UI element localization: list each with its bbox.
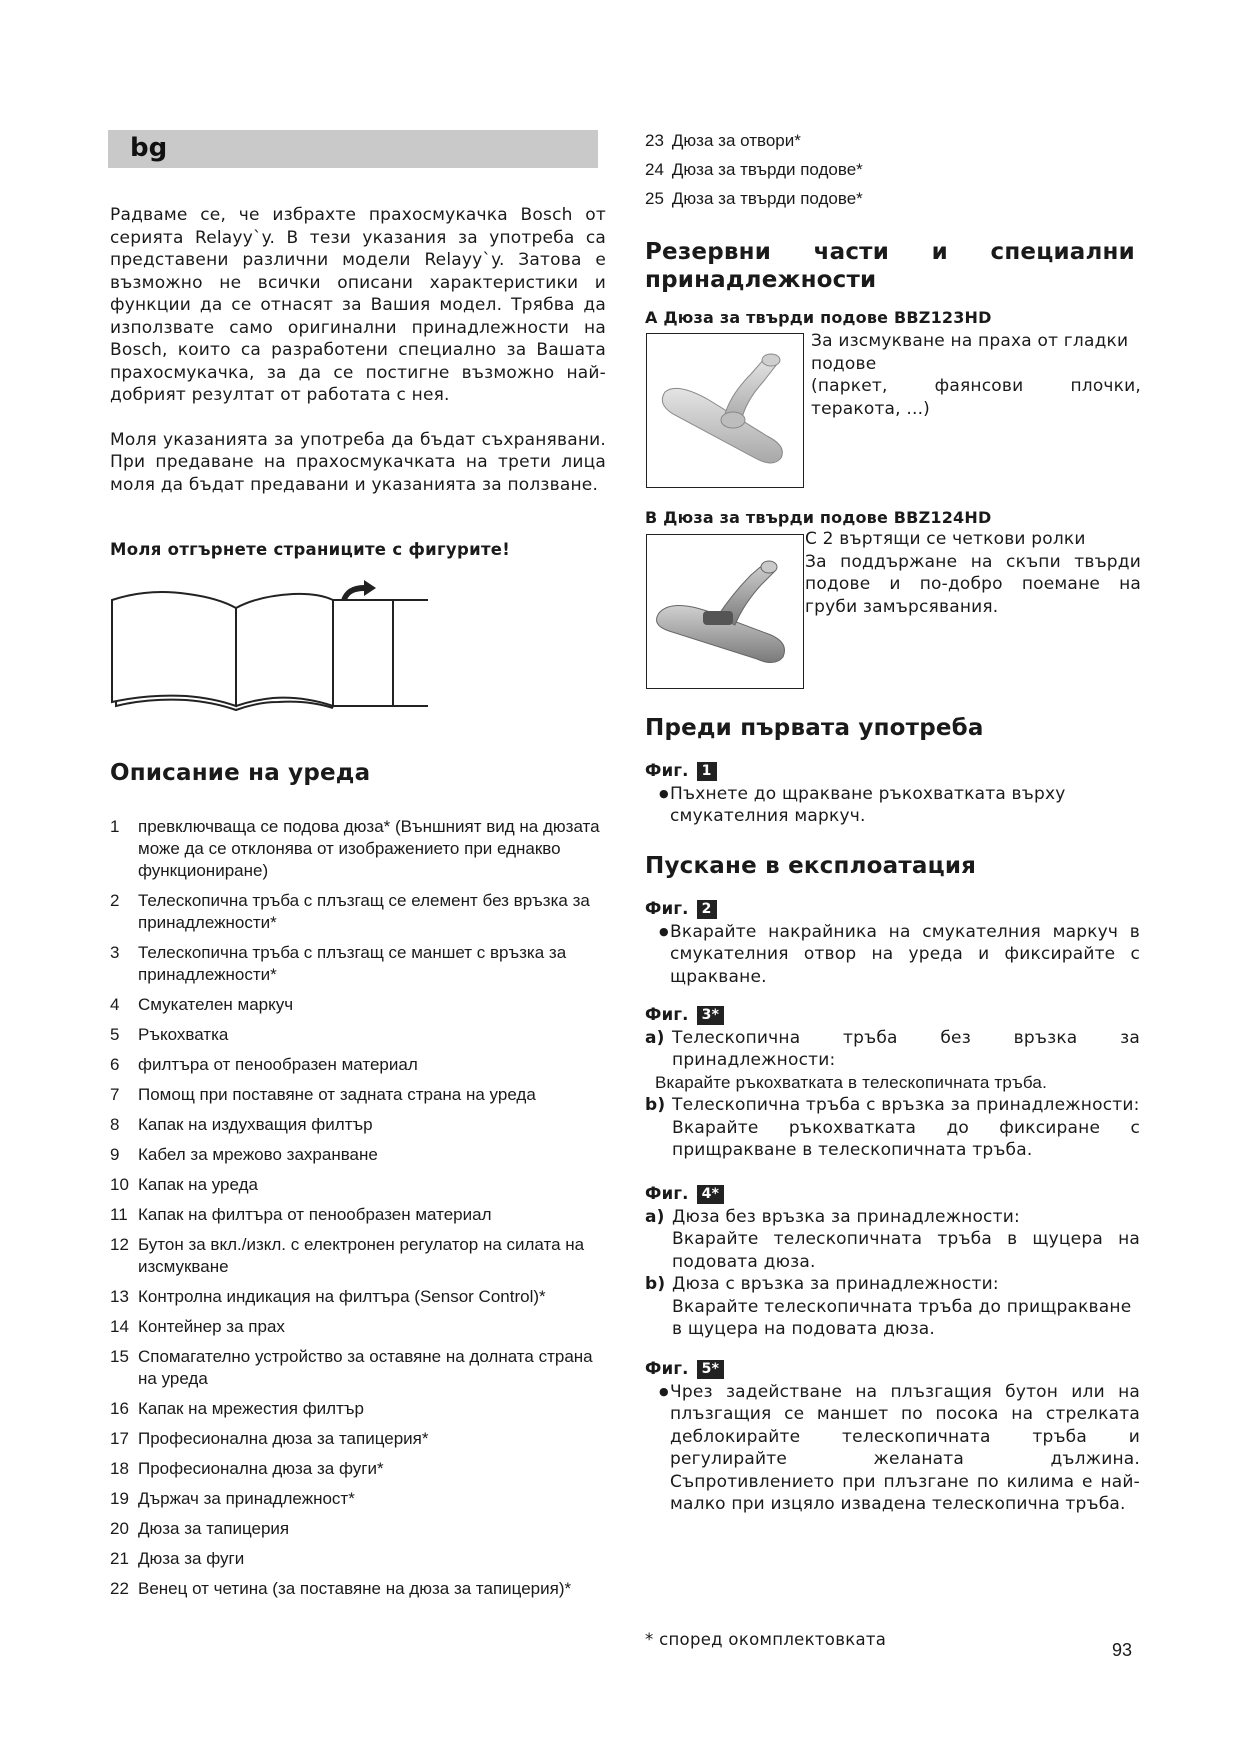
figure-1-label: Фиг. 1 <box>645 760 717 783</box>
parts-item-number: 5 <box>110 1025 120 1044</box>
parts-list-item <box>110 1458 610 1480</box>
parts-list-item: 25 Дюза за твърди подове* <box>645 189 863 208</box>
parts-item-number: 4 <box>110 995 120 1014</box>
parts-item-number: 8 <box>110 1115 120 1134</box>
parts-item-number: 7 <box>110 1085 120 1104</box>
parts-list-item <box>110 1316 610 1338</box>
intro-text <box>110 204 606 518</box>
parts-item-text: Венец от четина (за поставяне на дюза за тапицерия)* <box>138 1579 572 1598</box>
parts-item-text: Дюза за фуги <box>138 1549 245 1568</box>
parts-item-number: 14 <box>110 1317 129 1336</box>
parts-item-number: 17 <box>110 1429 129 1448</box>
section-title-spare-parts: Резервни части и специални принадлежности <box>645 239 1135 293</box>
intro-paragraph-2: Моля указанията за употреба да бъдат съхранявани. При предаване на прахосмукачката на трети лица моля да бъдат предавани и указанията за ползване. <box>110 429 606 495</box>
accessory-a-image <box>646 333 804 488</box>
page-number: 93 <box>1112 1640 1133 1660</box>
parts-item-number: 6 <box>110 1055 120 1074</box>
parts-item-number: 10 <box>110 1175 129 1194</box>
parts-list-item <box>110 890 610 934</box>
figure-5-block: Фиг. 5* ● Чрез задействане на плъзгащия бутон или на плъзгащия се маншет по посока на стрелката деблокирайте телескопичната тръба и регулирайте желаната дължина. Съпротивлението при плъзгане по килима е най-малко при изцяло извадена телескопична тръба. <box>645 1358 1140 1516</box>
figure-badge: 1 <box>697 762 717 781</box>
accessory-b-image <box>646 534 804 689</box>
parts-item-text: Капак на мрежестия филтър <box>138 1399 364 1418</box>
section-title-description: Описание на уреда <box>110 760 371 786</box>
parts-list <box>110 816 610 1608</box>
parts-list-item <box>110 1054 610 1076</box>
parts-item-text: Кабел за мрежово захранване <box>138 1145 378 1164</box>
parts-item-text: Контейнер за прах <box>138 1317 285 1336</box>
fold-out-note: Моля отгърнете страниците с фигурите! <box>110 540 511 559</box>
parts-item-text: Спомагателно устройство за оставяне на долната страна на уреда <box>138 1347 593 1388</box>
parts-item-number: 12 <box>110 1235 129 1254</box>
parts-item-text: Ръкохватка <box>138 1025 229 1044</box>
figure-badge: 4* <box>697 1185 724 1204</box>
parts-item-number: 19 <box>110 1489 129 1508</box>
parts-list-item <box>110 1204 610 1226</box>
footnote: * според окомплектовката <box>645 1630 887 1649</box>
parts-list-item <box>110 1174 610 1196</box>
parts-list-item <box>110 1084 610 1106</box>
parts-item-text: Бутон за вкл./изкл. с електронен регулатор на силата на изсмукване <box>138 1235 585 1276</box>
figure-badge: 3* <box>697 1006 724 1025</box>
parts-list-item <box>110 1578 610 1600</box>
parts-item-text: Помощ при поставяне от задната страна на уреда <box>138 1085 536 1104</box>
parts-list-item <box>110 1286 610 1308</box>
parts-item-text: превключваща се подова дюза* (Външният вид на дюзата може да се отклонява от изображението при еднакво функциониране) <box>138 817 600 880</box>
parts-list-item <box>110 1024 610 1046</box>
turn-page-arrow-icon <box>341 580 376 600</box>
parts-item-number: 20 <box>110 1519 129 1538</box>
parts-item-text: Смукателен маркуч <box>138 995 294 1014</box>
parts-item-number: 11 <box>110 1205 128 1224</box>
parts-list-item <box>110 1346 610 1390</box>
parts-list-item <box>110 1114 610 1136</box>
parts-list-item: 23 Дюза за отвори* <box>645 131 801 150</box>
parts-item-text: Професионална дюза за фуги* <box>138 1459 384 1478</box>
parts-list-continued <box>645 126 863 213</box>
book-icon <box>108 580 428 715</box>
figure-badge: 5* <box>697 1360 724 1379</box>
parts-item-text: Държач за принадлежност* <box>138 1489 355 1508</box>
section-title-operation: Пускане в експлоатация <box>645 853 977 879</box>
figure-2-instruction: ● Вкарайте накрайника на смукателния маркуч в смукателния отвор на уреда и фиксирайте с щракване. <box>645 921 1140 989</box>
figure-2-block: Фиг. 2 ● Вкарайте накрайника на смукателния маркуч в смукателния отвор на уреда и фиксирайте с щракване. <box>645 898 1140 988</box>
parts-item-number: 16 <box>110 1399 129 1418</box>
parts-list-item <box>110 1234 610 1278</box>
accessory-a-title: A Дюза за твърди подове BBZ123HD <box>645 308 992 327</box>
parts-item-number: 15 <box>110 1347 129 1366</box>
language-code: bg <box>130 133 168 163</box>
figure-badge: 2 <box>697 900 717 919</box>
parts-item-text: Професионална дюза за тапицерия* <box>138 1429 429 1448</box>
intro-paragraph-1: Радваме се, че избрахте прахосмукачка Bosch от серията Relayy`y. В тези указания за употреба са представени различни модели Relayy`y. Затова е възможно не всички описани характеристики и функции да се отнасят за Вашия модел. Трябва да използвате само оригинални принадлежности на Bosch, които са разработени специално за Вашата прахосмукачка, за да се постигне възможно най-добрият резултат от работата с нея. <box>110 205 606 405</box>
parts-list-item <box>110 1144 610 1166</box>
parts-list-item <box>110 1518 610 1540</box>
parts-list-item <box>110 1548 610 1570</box>
language-bar <box>108 130 598 168</box>
parts-item-text: Капак на филтъра от пенообразен материал <box>138 1205 492 1224</box>
parts-item-number: 3 <box>110 943 120 962</box>
parts-item-number: 22 <box>110 1579 129 1598</box>
section-title-first-use: Преди първата употреба <box>645 715 984 741</box>
parts-item-text: Телескопична тръба с плъзгащ се елемент без връзка за принадлежности* <box>138 891 590 932</box>
parts-list-item <box>110 994 610 1016</box>
parts-list-item <box>110 942 610 986</box>
parts-item-text: Контролна индикация на филтъра (Sensor Control)* <box>138 1287 546 1306</box>
parts-item-number: 9 <box>110 1145 120 1164</box>
accessory-a-description: За изсмукване на праха от гладки подове (паркет, фаянсови плочки, теракота, ...) <box>811 331 1141 419</box>
parts-list-item: 24 Дюза за твърди подове* <box>645 160 863 179</box>
parts-list-item <box>110 1398 610 1420</box>
parts-item-number: 2 <box>110 891 120 910</box>
parts-list-item <box>110 1428 610 1450</box>
parts-list-item <box>110 816 610 882</box>
parts-item-text: Капак на издухващия филтър <box>138 1115 373 1134</box>
parts-item-number: 18 <box>110 1459 129 1478</box>
accessory-b-description: С 2 въртящи се четкови ролки За поддържане на скъпи твърди подове и по-добро поемане на груби замърсявания. <box>805 529 1141 617</box>
parts-item-number: 13 <box>110 1287 129 1306</box>
parts-item-text: филтъра от пенообразен материал <box>138 1055 418 1074</box>
parts-item-text: Капак на уреда <box>138 1175 258 1194</box>
parts-item-number: 21 <box>110 1549 129 1568</box>
accessory-b-title: B Дюза за твърди подове BBZ124HD <box>645 508 992 527</box>
first-use-block <box>645 760 1140 828</box>
parts-item-text: Дюза за тапицерия <box>138 1519 290 1538</box>
figure-5-instruction: ● Чрез задействане на плъзгащия бутон или на плъзгащия се маншет по посока на стрелката деблокирайте телескопичната тръба и регулирайте желаната дължина. Съпротивлението при плъзгане по килима е най-малко при изцяло извадена телескопична тръба. <box>645 1381 1140 1516</box>
foldout-book-illustration <box>108 580 428 719</box>
first-use-instruction: ● Пъхнете до щракване ръкохватката върху смукателния маркуч. <box>645 783 1140 828</box>
figure-4-block: Фиг. 4* a) Дюза без връзка за принадлежности: Вкарайте телескопичната тръба в щуцера на подовата дюза. b) Дюза с връзка за принадлежности: Вкарайте телескопичната тръба до прищракване в щуцера на подовата дюза. <box>645 1184 1140 1339</box>
parts-item-text: Телескопична тръба с плъзгащ се маншет с връзка за принадлежности* <box>138 943 567 984</box>
parts-item-number: 1 <box>110 817 120 836</box>
figure-3-block: Фиг. 3* a) Телескопична тръба без връзка за принадлежности: Вкарайте ръкохватката в телескопичната тръба. b) Телескопична тръба с връзка за принадлежности: Вкарайте ръкохватката до фиксиране с прищракване в телескопичната тръба. <box>645 1005 1140 1160</box>
parts-list-item <box>110 1488 610 1510</box>
hard-floor-nozzle-icon <box>647 334 803 487</box>
roller-nozzle-icon <box>647 535 803 688</box>
